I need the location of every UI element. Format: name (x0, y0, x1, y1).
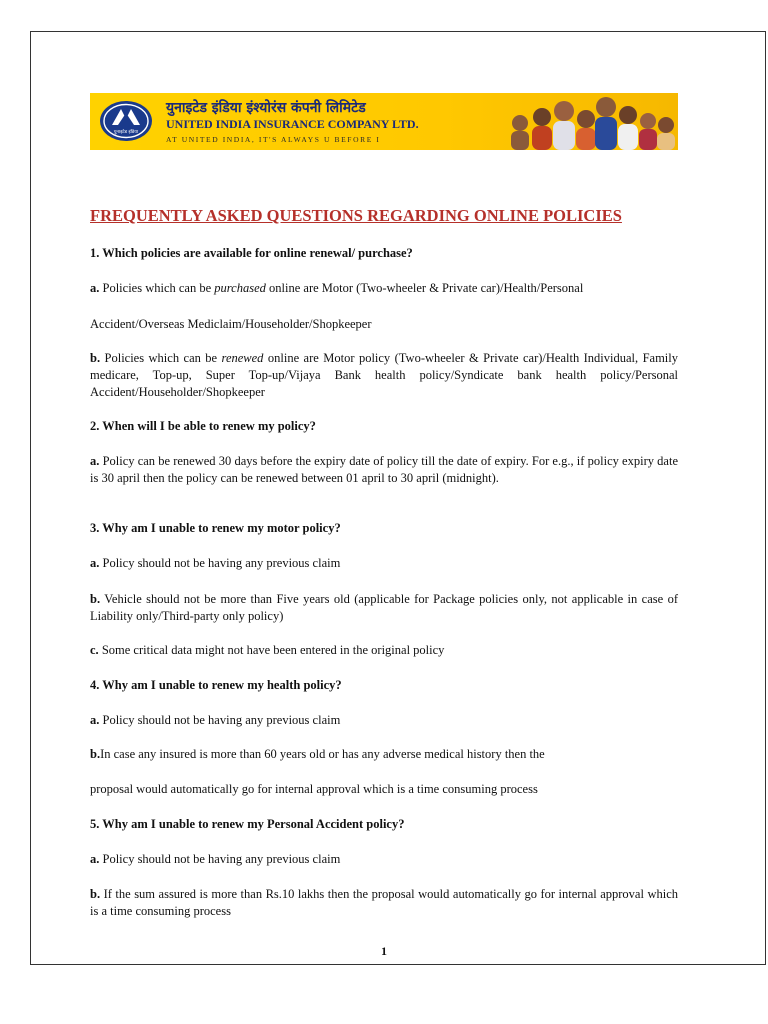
question-1: 1. Which policies are available for online renewal/ purchase? (90, 246, 413, 260)
answer-2a (90, 453, 678, 487)
answer-label: a. (90, 454, 100, 468)
question-5: 5. Why am I unable to renew my Personal Accident policy? (90, 817, 405, 831)
answer-label: a. (90, 713, 100, 727)
logo-text: युनाइटेड इंडिया (113, 130, 139, 135)
answer-4b (90, 746, 678, 763)
answer-text: Policy should not be having any previous claim (99, 556, 341, 570)
answer-text: In case any insured is more than 60 years old or has any adverse medical history then the (100, 747, 545, 761)
answer-4a (90, 712, 678, 729)
answer-label: a. (90, 281, 100, 295)
answer-3b (90, 591, 678, 625)
answer-label: a. (90, 556, 100, 570)
company-name-hindi: युनाइटेड इंडिया इंश्योरंस कंपनी लिमिटेड (166, 100, 366, 116)
question-4: 4. Why am I unable to renew my health policy? (90, 678, 342, 692)
answer-3c (90, 642, 678, 659)
answer-1a (90, 280, 678, 297)
answer-5a (90, 851, 678, 868)
answer-label: b. (90, 351, 101, 365)
answer-text: Vehicle should not be more than Five years old (applicable for Package policies only, not applicable in case of Liability only/Third-party only policy) (90, 592, 678, 623)
document-title: FREQUENTLY ASKED QUESTIONS REGARDING ONLINE POLICIES (90, 206, 622, 225)
answer-text: Policies which can be (100, 351, 222, 365)
question-3: 3. Why am I unable to renew my motor policy? (90, 521, 341, 535)
answer-text: online are Motor (Two-wheeler & Private car)/Health/Personal (265, 281, 584, 295)
company-banner (90, 93, 678, 150)
answer-1b (90, 350, 678, 401)
answer-text: Some critical data might not have been entered in the original policy (98, 643, 445, 657)
answer-label: b. (90, 592, 101, 606)
answer-4b-continued: proposal would automatically go for internal approval which is a time consuming process (90, 782, 538, 796)
question-2: 2. When will I be able to renew my policy? (90, 419, 316, 433)
answer-text: Policy should not be having any previous claim (99, 852, 341, 866)
answer-label: c. (90, 643, 99, 657)
answer-text: Policy should not be having any previous claim (99, 713, 341, 727)
answer-1a-continued: Accident/Overseas Mediclaim/Householder/Shopkeeper (90, 317, 372, 331)
people-photo-icon (498, 93, 678, 150)
company-tagline: AT UNITED INDIA, IT'S ALWAYS U BEFORE I (166, 135, 381, 144)
answer-3a (90, 555, 678, 572)
company-logo-icon (98, 99, 154, 143)
answer-5b (90, 886, 678, 920)
answer-label: b. (90, 747, 101, 761)
company-name-english: UNITED INDIA INSURANCE COMPANY LTD. (166, 117, 419, 131)
answer-label: a. (90, 852, 100, 866)
answer-label: b. (90, 887, 101, 901)
answer-text: If the sum assured is more than Rs.10 lakhs then the proposal would automatically go for internal approval which is a time consuming process (90, 887, 678, 918)
answer-emphasis: purchased (214, 281, 266, 295)
answer-emphasis: renewed (221, 351, 264, 365)
answer-text: Policies which can be (99, 281, 215, 295)
answer-text: online are Motor policy (Two-wheeler & Private car)/Health Individual, Family medicare, Top-up, Super Top-up/Vijaya Bank health policy/Syndicate bank health policy/Personal Accident/Householder/Shopkeeper (90, 351, 678, 399)
page-number: 1 (381, 944, 387, 958)
answer-text: Policy can be renewed 30 days before the expiry date of policy till the date of expiry. For e.g., if policy expiry date is 30 april then the policy can be renewed between 01 april to 30 april (midnight). (90, 454, 678, 485)
